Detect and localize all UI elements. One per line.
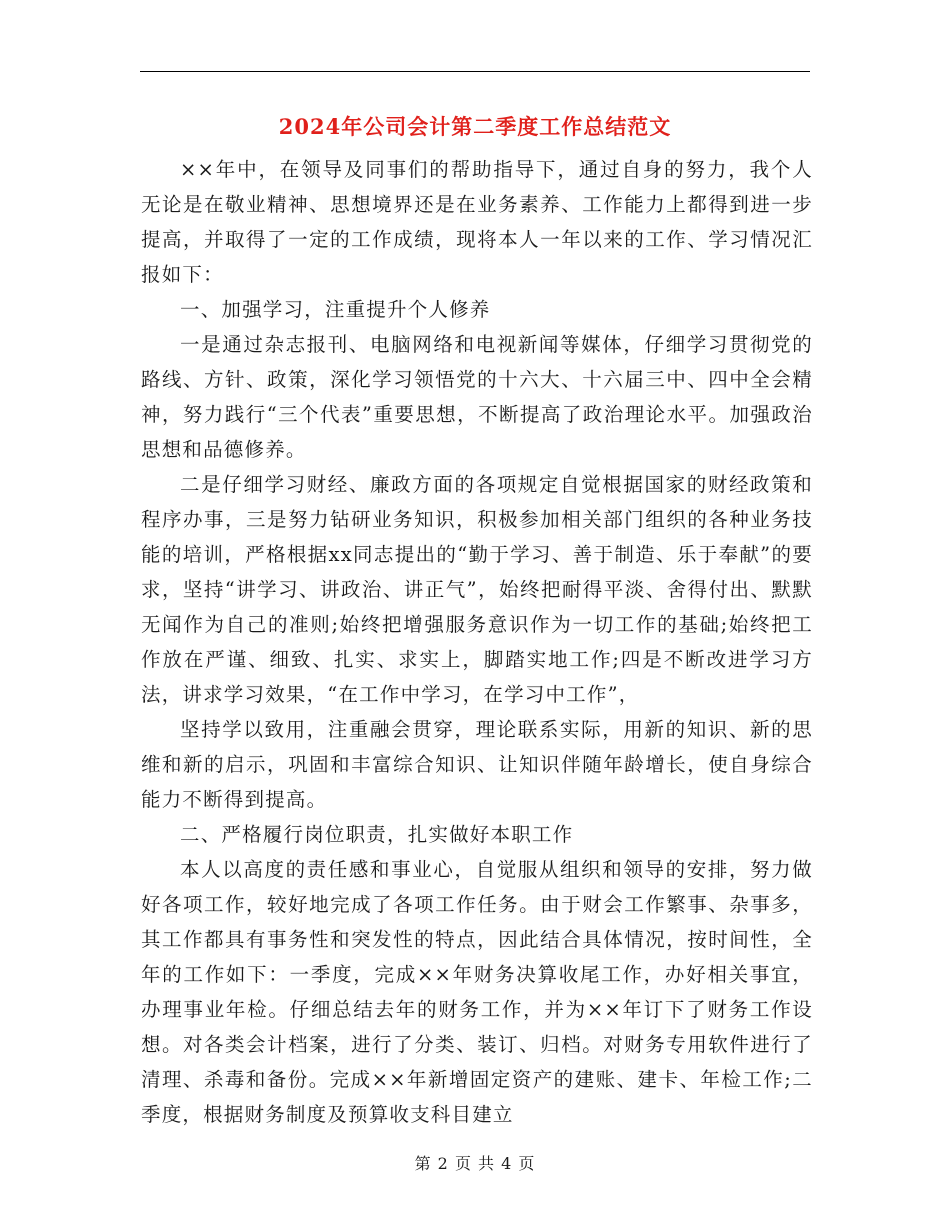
section-heading-1: 一、加强学习，注重提升个人修养	[180, 298, 491, 321]
header-rule	[140, 71, 810, 72]
paragraph-study-3: 坚持学以致用，注重融会贯穿，理论联系实际，用新的知识、新的思维和新的启示，巩固和丰富综合知识、让知识伴随年龄增长，使自身综合能力不断得到提高。	[141, 718, 813, 811]
paragraph-study-2: 二是仔细学习财经、廉政方面的各项规定自觉根据国家的财经政策和程序办事，三是努力钻研业务知识，积极参加相关部门组织的各种业务技能的培训，严格根据xx同志提出的“勤于学习、善于制造、乐于奉献”的要求，坚持“讲学习、讲政治、讲正气”，始终把耐得平淡、舍得付出、默默无闻作为自己的准则;始终把增强服务意识作为一切工作的基础;始终把工作放在严谨、细致、扎实、求实上，脚踏实地工作;四是不断改进学习方法，讲求学习效果，“在工作中学习，在学习中工作”，	[141, 473, 813, 706]
paragraph-study-1: 一是通过杂志报刊、电脑网络和电视新闻等媒体，仔细学习贯彻党的路线、方针、政策，深化学习领悟党的十六大、十六届三中、四中全会精神，努力践行“三个代表”重要思想，不断提高了政治理论水平。加强政治思想和品德修养。	[141, 333, 813, 461]
document-body	[141, 152, 813, 1132]
paragraph-duties: 本人以高度的责任感和事业心，自觉服从组织和领导的安排，努力做好各项工作，较好地完成了各项工作任务。由于财会工作繁事、杂事多，其工作都具有事务性和突发性的特点，因此结合具体情况，按时间性，全年的工作如下：一季度，完成××年财务决算收尾工作，办好相关事宜，办理事业年检。仔细总结去年的财务工作，并为××年订下了财务工作设想。对各类会计档案，进行了分类、装订、归档。对财务专用软件进行了清理、杀毒和备份。完成××年新增固定资产的建账、建卡、年检工作;二季度，根据财务制度及预算收支科目建立	[141, 858, 813, 1126]
paragraph-intro: ××年中，在领导及同事们的帮助指导下，通过自身的努力，我个人无论是在敬业精神、思想境界还是在业务素养、工作能力上都得到进一步提高，并取得了一定的工作成绩，现将本人一年以来的工作、学习情况汇报如下：	[141, 158, 813, 286]
section-heading-2: 二、严格履行岗位职责，扎实做好本职工作	[180, 823, 574, 846]
page-number-footer: 第 2 页 共 4 页	[414, 1154, 536, 1173]
document-title: 2024年公司会计第二季度工作总结范文	[278, 114, 672, 139]
